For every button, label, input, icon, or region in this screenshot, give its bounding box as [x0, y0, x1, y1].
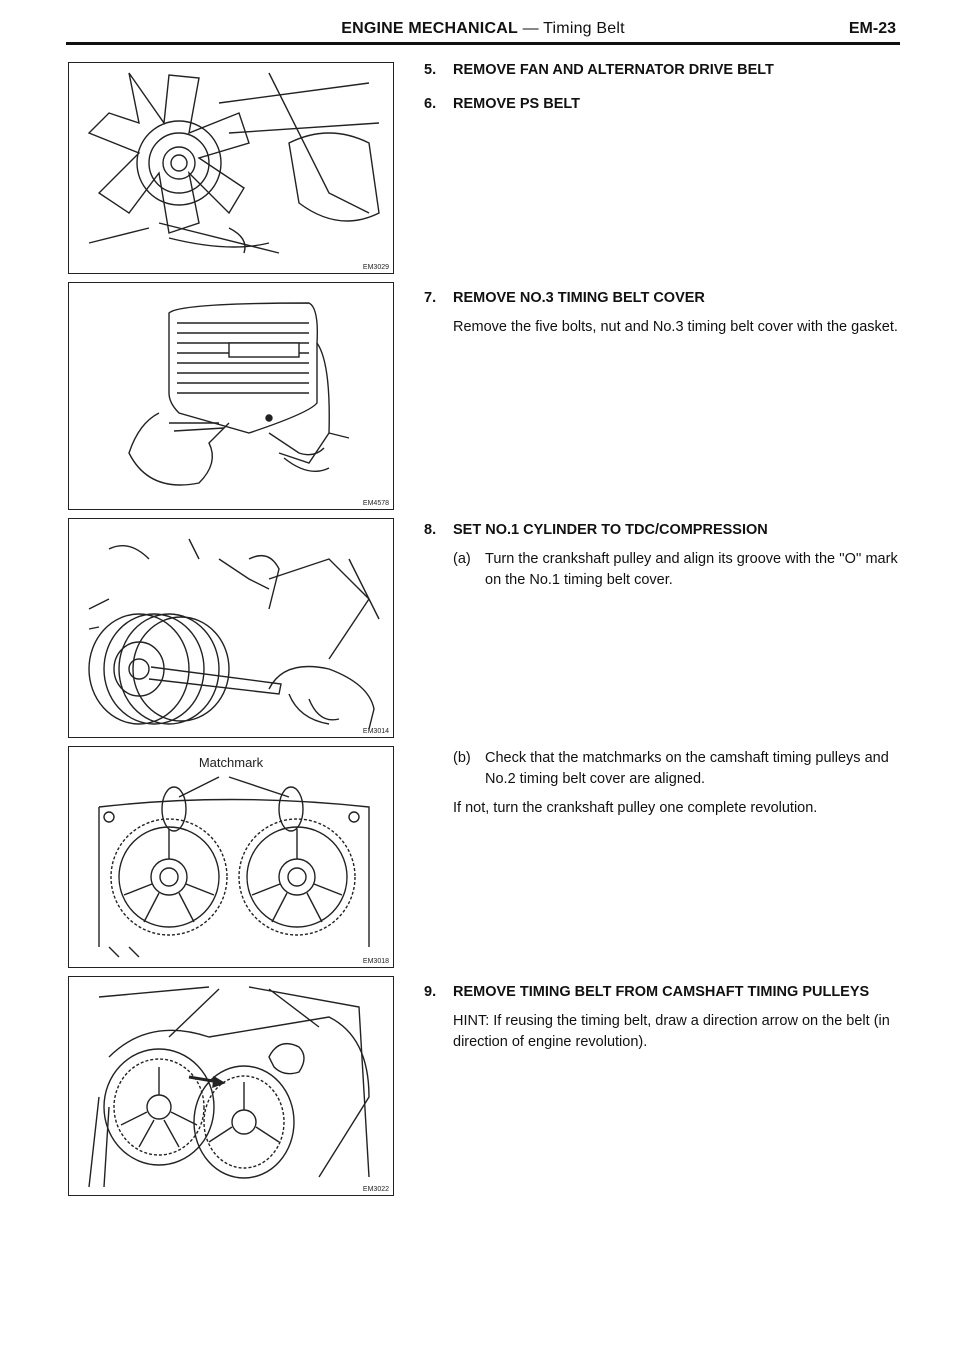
step-note: If not, turn the crankshaft pulley one complete revolution.: [453, 800, 818, 816]
figure-code: EM3018: [362, 958, 389, 965]
sub-step-label: (b): [453, 750, 471, 766]
step-6: [424, 94, 904, 115]
step-instruction: Remove the five bolts, nut and No.3 timing belt cover with the gasket.: [453, 319, 898, 335]
page-header: [66, 20, 900, 45]
figure-timing-belt-cover: [68, 282, 394, 510]
step-title: REMOVE PS BELT: [453, 96, 581, 112]
step-title: REMOVE TIMING BELT FROM CAMSHAFT TIMING PULLEYS: [453, 984, 870, 1000]
figure-crankshaft-pulley: [68, 518, 394, 738]
step-5: [424, 60, 904, 81]
sub-step-text: Check that the matchmarks on the camshaft timing pulleys and No.2 timing belt cover are aligned.: [485, 750, 889, 787]
timing-belt-cover-illustration: [69, 283, 393, 509]
matchmark-label: Matchmark: [198, 755, 264, 770]
sub-step-label: (a): [453, 551, 471, 567]
figure-fan-removal: [68, 62, 394, 274]
page-number: EM-23: [848, 20, 896, 37]
sub-step-b: [453, 748, 904, 790]
step-number: 9.: [424, 984, 437, 1000]
step-7: [424, 288, 904, 338]
step-number: 6.: [424, 96, 437, 112]
crankshaft-pulley-illustration: [69, 519, 393, 737]
header-title: [66, 20, 900, 38]
step-8: [424, 520, 904, 591]
camshaft-pulleys-illustration: [69, 747, 393, 967]
step-8-b: [424, 748, 904, 819]
step-title: REMOVE NO.3 TIMING BELT COVER: [453, 290, 705, 306]
step-number: 7.: [424, 290, 437, 306]
step-number: 8.: [424, 522, 437, 538]
header-subsection: Timing Belt: [543, 20, 625, 37]
timing-belt-removal-illustration: [69, 977, 393, 1195]
hint-text: HINT: If reusing the timing belt, draw a direction arrow on the belt (in direction of engine revolution).: [453, 1013, 890, 1050]
fan-removal-illustration: [69, 63, 393, 273]
figure-camshaft-pulleys: [68, 746, 394, 968]
sub-step-text: Turn the crankshaft pulley and align its groove with the ''O'' mark on the No.1 timing belt cover.: [485, 551, 898, 588]
sub-step-a: [453, 549, 904, 591]
figure-code: EM3014: [362, 728, 389, 735]
header-section: ENGINE MECHANICAL: [341, 20, 518, 37]
step-title: REMOVE FAN AND ALTERNATOR DRIVE BELT: [453, 62, 774, 78]
step-title: SET NO.1 CYLINDER TO TDC/COMPRESSION: [453, 522, 768, 538]
figure-code: EM3029: [362, 264, 389, 271]
figure-timing-belt-removal: [68, 976, 394, 1196]
header-dash: —: [517, 20, 544, 37]
figure-code: EM4578: [362, 500, 389, 507]
step-number: 5.: [424, 62, 437, 78]
figure-code: EM3022: [362, 1186, 389, 1193]
step-9: [424, 982, 904, 1053]
